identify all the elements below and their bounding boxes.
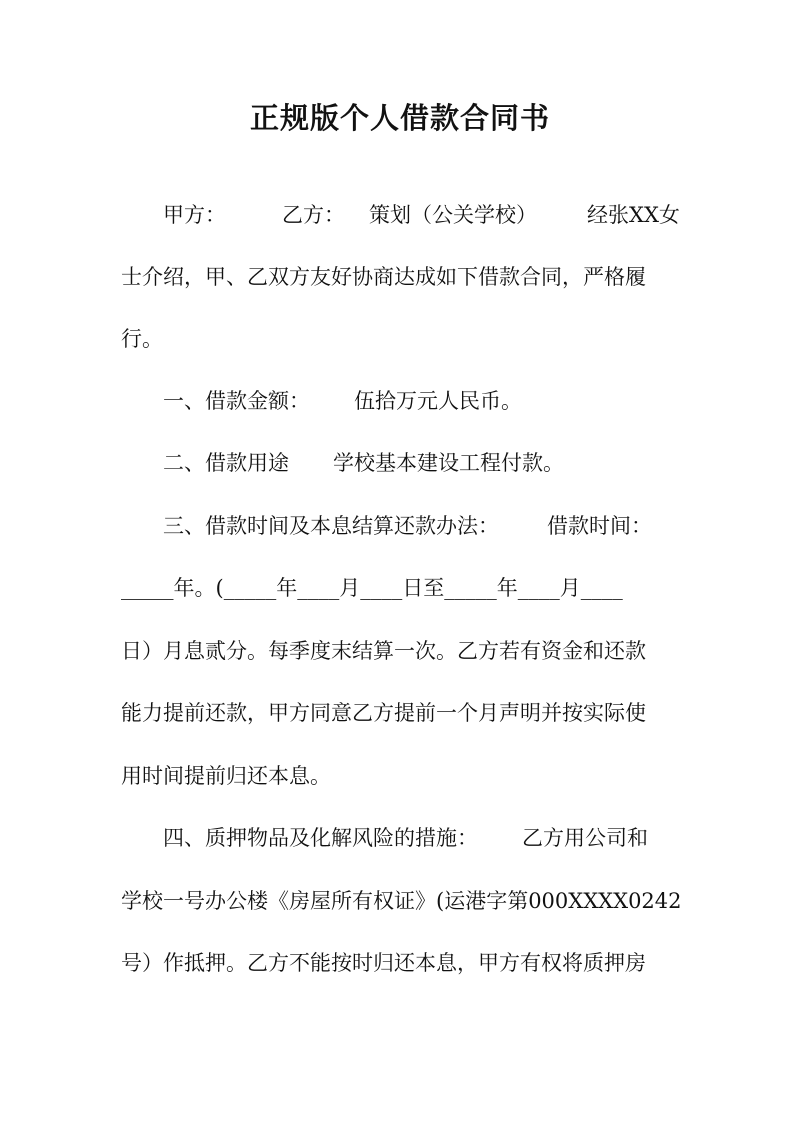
clause-1-label: 一、借款金额： — [163, 389, 310, 413]
clause-4-line-2: 学校一号办公楼《房屋所有权证》(运港字第000XXXX0242 — [121, 889, 682, 913]
clause-3-line-3: 日）月息贰分。每季度末结算一次。乙方若有资金和还款 — [121, 639, 646, 663]
clause-4-line-3: 号）作抵押。乙方不能按时归还本息，甲方有权将质押房 — [121, 951, 646, 975]
preamble-line-1 — [121, 200, 680, 230]
clause-2-line — [121, 448, 564, 478]
party-b-label: 乙方： — [282, 203, 345, 227]
clause-4-label: 四、质押物品及化解风险的措施： — [163, 826, 478, 850]
clause-3-label: 三、借款时间及本息结算还款办法： — [163, 514, 499, 538]
clause-3-line-2: _____年。(_____年____月____日至_____年____月____ — [121, 576, 623, 600]
preamble-line-3: 行。 — [121, 327, 163, 351]
clause-1-value: 伍拾万元人民币。 — [354, 389, 522, 413]
clause-4-value-start: 乙方用公司和 — [522, 826, 648, 850]
clause-3-line-1 — [121, 511, 652, 541]
clause-4-line-1 — [121, 823, 648, 853]
party-b-name: 策划（公关学校） — [369, 203, 537, 227]
party-a-label: 甲方： — [163, 203, 226, 227]
intro-text-start: 经张XX女 — [587, 203, 680, 227]
clause-1-line — [121, 386, 522, 416]
clause-3-time-label: 借款时间： — [547, 514, 652, 538]
clause-3-line-4: 能力提前还款，甲方同意乙方提前一个月声明并按实际使 — [121, 701, 646, 725]
preamble-line-2: 士介绍，甲、乙双方友好协商达成如下借款合同，严格履 — [121, 265, 646, 289]
clause-2-label: 二、借款用途 — [163, 451, 289, 475]
clause-2-value: 学校基本建设工程付款。 — [333, 451, 564, 475]
document-title: 正规版个人借款合同书 — [249, 101, 550, 135]
clause-3-line-5: 用时间提前归还本息。 — [121, 764, 331, 788]
